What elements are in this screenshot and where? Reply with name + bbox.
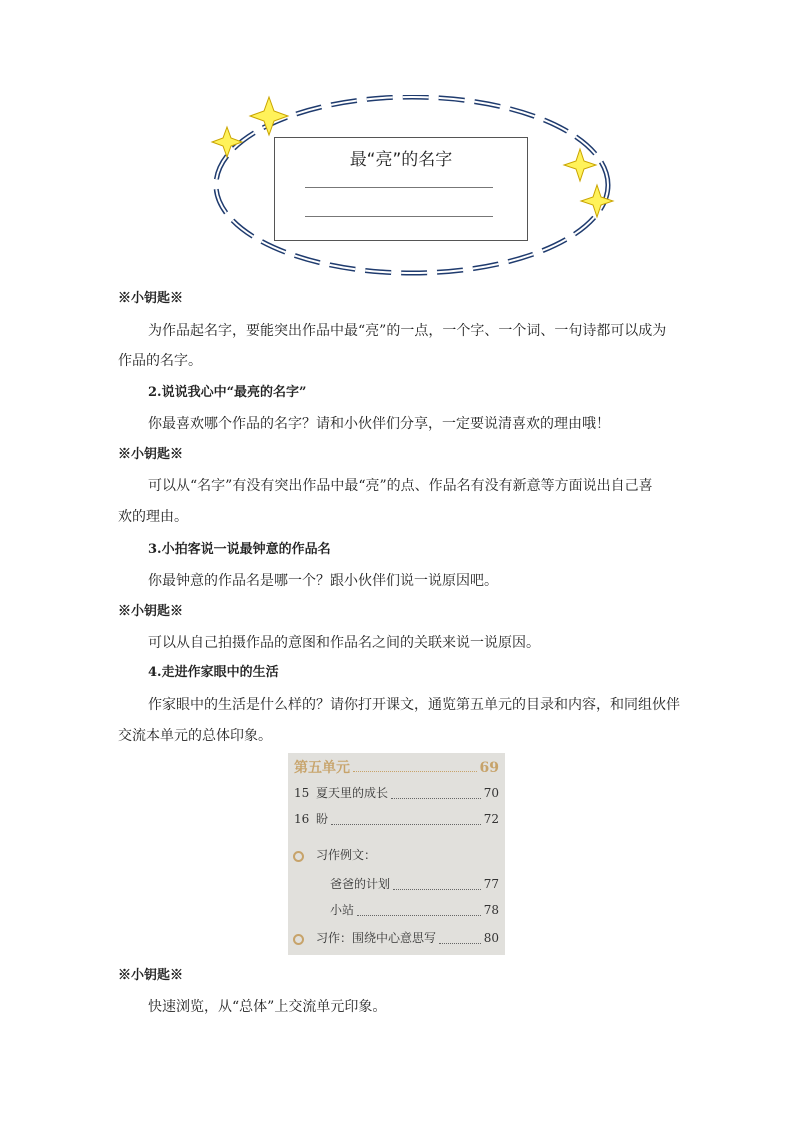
name-card-title: 最“亮”的名字 [349,150,453,170]
toc-dots [393,881,481,890]
toc-unit-title: 第五单元 [294,760,350,776]
toc-item-title: 盼 [316,812,329,826]
star-icon [250,97,288,135]
toc-page: 80 [483,931,499,945]
toc-page: 78 [483,903,499,917]
paragraph: 可以从自己拍摄作品的意图和作品名之间的关联来说一说原因。 [148,635,540,651]
toc-item-title: 小站 [330,903,355,917]
bullet-icon [293,934,304,945]
star-icon [212,127,242,157]
section-heading: 3.小拍客说一说最钟意的作品名 [148,542,331,557]
writing-line [305,216,493,217]
hint-label: ※小钥匙※ [118,447,184,462]
table-of-contents-image [288,753,505,955]
toc-dots [357,907,481,916]
paragraph: 交流本单元的总体印象。 [118,728,272,744]
paragraph: 你最钟意的作品名是哪一个？跟小伙伴们说一说原因吧。 [148,573,498,589]
toc-item [330,901,499,921]
bullet-icon [293,851,304,862]
toc-item-title: 习作：围绕中心意思写 [316,931,437,945]
toc-item [294,784,499,804]
paragraph: 作品的名字。 [118,353,202,369]
toc-item-number: 15 [294,786,310,800]
toc-dots [331,816,481,825]
toc-example-heading [316,846,376,866]
toc-page: 72 [483,812,499,826]
name-card [274,137,528,241]
section-heading: 4.走进作家眼中的生活 [148,665,279,680]
paragraph: 快速浏览，从“总体”上交流单元印象。 [148,999,387,1015]
paragraph: 为作品起名字，要能突出作品中最“亮”的一点，一个字、一个词、一句诗都可以成为 [148,323,667,339]
toc-page: 69 [479,760,499,776]
toc-item-title: 习作例文： [316,848,377,862]
paragraph: 可以从“名字”有没有突出作品中最“亮”的点、作品名有没有新意等方面说出自己喜 [148,478,653,494]
toc-item [294,810,499,830]
toc-page: 77 [483,877,499,891]
toc-dots [391,790,481,799]
writing-line [305,187,493,188]
toc-item [316,929,499,949]
hint-label: ※小钥匙※ [118,291,184,306]
section-heading: 2.说说我心中“最亮的名字” [148,385,307,400]
paragraph: 你最喜欢哪个作品的名字？请和小伙伴们分享，一定要说清喜欢的理由哦！ [148,416,610,432]
toc-item-title: 夏天里的成长 [316,786,389,800]
toc-unit-row [294,757,499,777]
hint-label: ※小钥匙※ [118,604,184,619]
toc-item [330,875,499,895]
paragraph: 欢的理由。 [118,509,188,525]
toc-item-title: 爸爸的计划 [330,877,391,891]
paragraph: 作家眼中的生活是什么样的？请你打开课文，通览第五单元的目录和内容，和同组伙伴 [148,697,680,713]
toc-dots [353,763,477,772]
toc-item-number: 16 [294,812,310,826]
toc-dots [439,935,481,944]
star-icon [564,149,596,181]
hint-label: ※小钥匙※ [118,968,184,983]
toc-page: 70 [483,786,499,800]
